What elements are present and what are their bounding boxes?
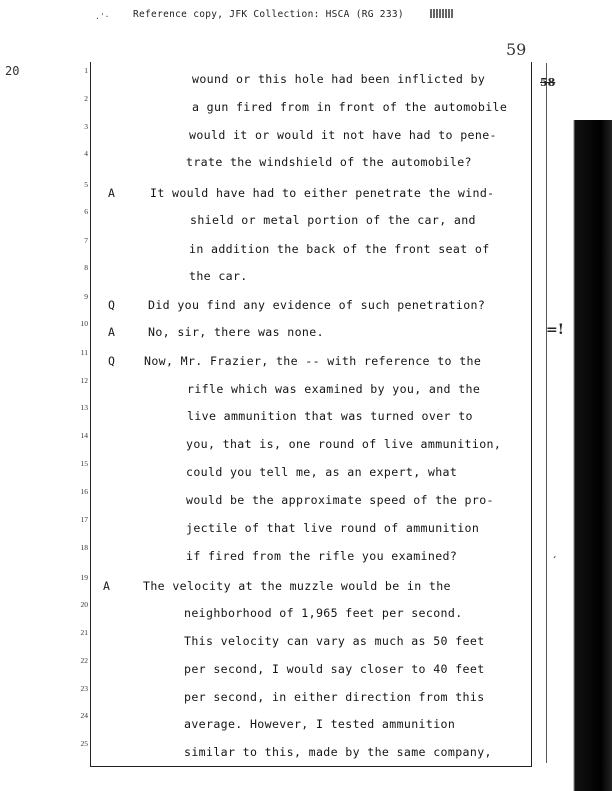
line-number: 5 [84, 180, 88, 189]
line-text: a gun fired from in front of the automobile [192, 100, 508, 114]
line-number: 21 [80, 628, 88, 637]
line-number: 13 [80, 403, 88, 412]
margin-mark: =! [546, 322, 564, 338]
line-text: similar to this, made by the same company, [184, 745, 492, 759]
line-text: wound or this hole had been inflicted by [192, 72, 486, 86]
line-text: if fired from the rifle you examined? [186, 549, 458, 563]
line-number: 17 [80, 515, 88, 524]
line-text: would be the approximate speed of the pro- [186, 493, 494, 507]
line-text: would it or would it not have had to pene- [189, 128, 497, 142]
line-number: 18 [80, 543, 88, 552]
header-stamp-mark [430, 9, 454, 18]
line-number: 25 [80, 739, 88, 748]
line-number: 6 [84, 207, 88, 216]
line-text: in addition the back of the front seat of [189, 242, 490, 256]
scan-page-edge-top [571, 0, 612, 120]
line-number: 14 [80, 431, 88, 440]
line-text: The velocity at the muzzle would be in the [143, 579, 451, 593]
line-text: Now, Mr. Frazier, the -- with reference to the [144, 354, 482, 368]
speaker-answer: A [108, 325, 115, 339]
line-number: 16 [80, 487, 88, 496]
line-number: 1 [84, 66, 88, 75]
line-number: 12 [80, 376, 88, 385]
struck-page-number: 58 [540, 76, 556, 89]
line-text: average. However, I tested ammunition [184, 717, 456, 731]
line-number: 9 [84, 292, 88, 301]
scan-speck: .'· [95, 12, 110, 21]
line-text: No, sir, there was none. [148, 325, 324, 339]
line-text: It would have had to either penetrate the wind- [150, 186, 495, 200]
left-margin-number: 20 [5, 64, 20, 78]
line-text: trate the windshield of the automobile? [186, 155, 472, 169]
line-number: 4 [84, 149, 88, 158]
line-text: This velocity can vary as much as 50 feet [184, 634, 485, 648]
margin-tick: ´ [552, 557, 557, 567]
right-margin-rule [546, 63, 547, 763]
line-number: 3 [84, 122, 88, 131]
line-number: 11 [80, 348, 88, 357]
line-text: per second, in either direction from this [184, 690, 485, 704]
line-number: 20 [80, 600, 88, 609]
line-number: 19 [80, 573, 88, 582]
line-text: could you tell me, as an expert, what [186, 465, 458, 479]
line-number: 8 [84, 263, 88, 272]
line-text: neighborhood of 1,965 feet per second. [184, 606, 463, 620]
line-number: 2 [84, 94, 88, 103]
line-text: per second, I would say closer to 40 feet [184, 662, 485, 676]
line-number: 7 [84, 236, 88, 245]
speaker-question: Q [108, 354, 115, 368]
line-text: jectile of that live round of ammunition [186, 521, 480, 535]
line-number: 10 [80, 319, 88, 328]
line-text: live ammunition that was turned over to [187, 409, 473, 423]
line-number: 15 [80, 459, 88, 468]
speaker-answer: A [108, 186, 115, 200]
handwritten-page-number: 59 [506, 40, 527, 59]
line-text: Did you find any evidence of such penetration? [148, 298, 486, 312]
reference-header: Reference copy, JFK Collection: HSCA (RG 233) [133, 9, 404, 20]
line-text: shield or metal portion of the car, and [190, 213, 476, 227]
line-number: 23 [80, 684, 88, 693]
line-text: the car. [189, 269, 248, 283]
speaker-question: Q [108, 298, 115, 312]
line-number: 22 [80, 656, 88, 665]
speaker-answer: A [103, 579, 110, 593]
line-number: 24 [80, 711, 88, 720]
line-text: you, that is, one round of live ammunition, [186, 437, 502, 451]
line-text: rifle which was examined by you, and the [187, 382, 481, 396]
